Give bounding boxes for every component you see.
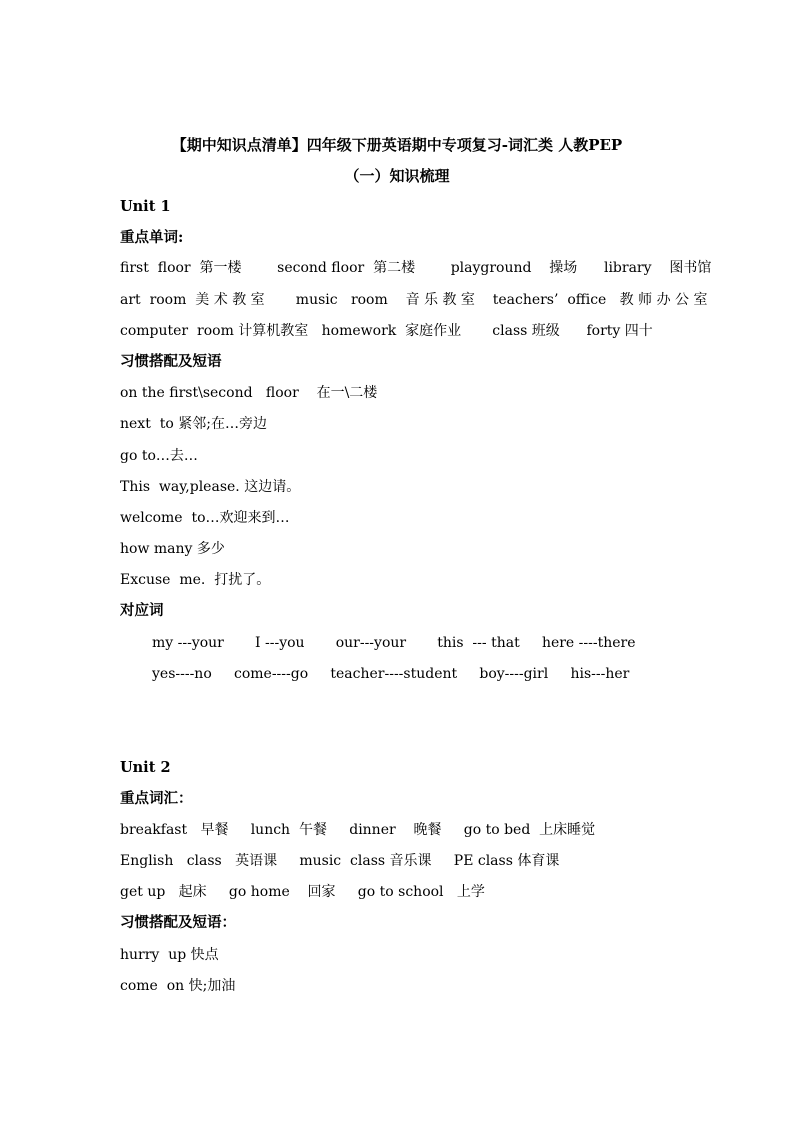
unit1-vocab-line-1: first floor 第一楼 second floor 第二楼 playground 操场 library 图书馆	[120, 260, 712, 276]
unit1-phrase-3: go to…去…	[120, 448, 198, 464]
unit1-phrases-heading: 习惯搭配及短语	[120, 353, 222, 370]
unit1-phrase-4: This way,please. 这边请。	[120, 479, 301, 495]
unit2-heading: Unit 2	[120, 759, 171, 776]
unit2-phrase-2: come on 快;加油	[120, 978, 236, 994]
unit2-vocab-line-3: get up 起床 go home 回家 go to school 上学	[120, 884, 485, 900]
unit1-heading: Unit 1	[120, 198, 171, 215]
unit1-opposites-line-2: yes----no come----go teacher----student boy----girl his---her	[152, 666, 630, 682]
unit2-vocab-line-1: breakfast 早餐 lunch 午餐 dinner 晚餐 go to bed 上床睡觉	[120, 822, 596, 838]
unit2-vocab-heading: 重点词汇：	[120, 790, 193, 807]
unit1-phrase-6: how many 多少	[120, 541, 225, 557]
unit1-phrase-1: on the first\second floor 在一\二楼	[120, 385, 378, 401]
unit1-vocab-heading: 重点单词:	[120, 229, 184, 246]
unit1-phrase-2: next to 紧邻;在…旁边	[120, 416, 267, 432]
unit2-vocab-line-2: English class 英语课 music class 音乐课 PE class 体育课	[120, 853, 560, 869]
unit1-phrase-7: Excuse me. 打扰了。	[120, 572, 271, 588]
unit1-vocab-line-2: art room 美 术 教 室 music room 音 乐 教 室 teachers’ office 教 师 办 公 室	[120, 292, 708, 308]
unit1-opposites-heading: 对应词	[120, 602, 164, 619]
unit2-phrase-1: hurry up 快点	[120, 947, 219, 963]
unit2-phrases-heading: 习惯搭配及短语：	[120, 914, 236, 931]
unit1-vocab-line-3: computer room 计算机教室 homework 家庭作业 class 班级 forty 四十	[120, 323, 653, 339]
section-title: （一）知识梳理	[344, 167, 450, 185]
unit1-opposites-line-1: my ---your I ---you our---your this --- that here ----there	[152, 635, 636, 651]
unit1-phrase-5: welcome to…欢迎来到…	[120, 510, 290, 526]
document-title: 【期中知识点清单】四年级下册英语期中专项复习-词汇类 人教PEP	[171, 136, 623, 154]
